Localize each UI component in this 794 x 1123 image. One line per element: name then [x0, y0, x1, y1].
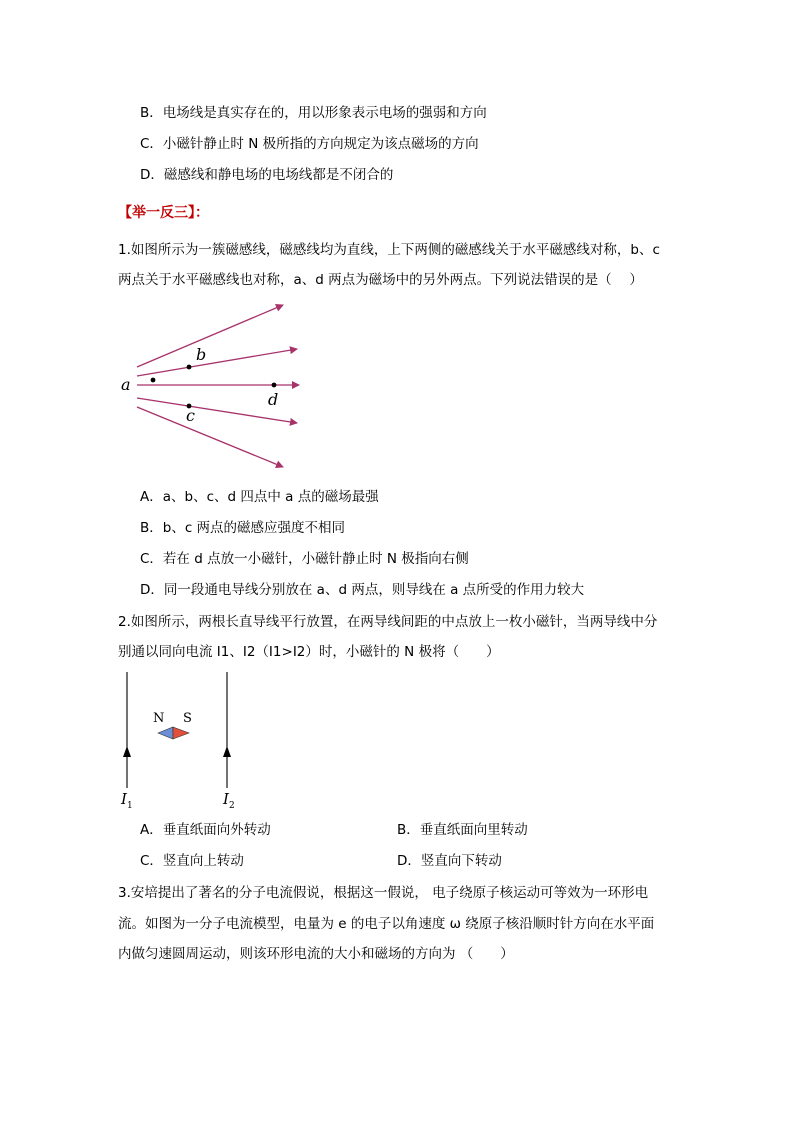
q2-option-c: C．竖直向上转动	[140, 853, 244, 869]
q1-option-b: B．b、c 两点的磁感应强度不相同	[140, 520, 346, 536]
label-i1: $I_1$	[121, 790, 133, 811]
label-n: N	[153, 711, 165, 726]
label-b: b	[196, 345, 207, 364]
q1-option-d: D．同一段通电导线分别放在 a、d 两点，则导线在 a 点所受的作用力较大	[140, 582, 585, 598]
point-d-dot	[272, 383, 277, 388]
needle-s-half	[173, 727, 189, 739]
label-s: S	[183, 711, 192, 726]
current-arrow-2	[223, 746, 231, 757]
section-title: 【举一反三】：	[118, 205, 209, 221]
q2-stem-line2: 别通以同向电流 I1、I2（I1>I2）时，小磁针的 N 极将（ ）	[118, 644, 500, 660]
point-a-dot	[151, 378, 156, 383]
q3-stem-line1: 3.安培提出了著名的分子电流假说，根据这一假说， 电子绕原子核运动可等效为一环形电	[118, 885, 649, 901]
q1-stem-line2: 两点关于水平磁感线也对称，a、d 两点为磁场中的另外两点。下列说法错误的是（ ）	[118, 272, 643, 288]
label-i2: $I_2$	[223, 790, 235, 811]
q2-parallel-wires-figure	[110, 668, 250, 818]
q2-option-a: A．垂直纸面向外转动	[140, 822, 271, 838]
q1-option-a: A．a、b、c、d 四点中 a 点的磁场最强	[140, 489, 379, 505]
field-line-1	[137, 305, 283, 367]
option-d-top: D．磁感线和静电场的电场线都是不闭合的	[140, 167, 394, 183]
q1-stem-line1: 1.如图所示为一簇磁感线，磁感线均为直线，上下两侧的磁感线关于水平磁感线对称，b、c	[118, 242, 660, 258]
q2-option-d: D．竖直向下转动	[397, 853, 502, 869]
label-a: a	[121, 375, 131, 394]
field-line-5	[137, 407, 283, 467]
q1-option-c: C．若在 d 点放一小磁针，小磁针静止时 N 极指向右侧	[140, 551, 469, 567]
label-d: d	[268, 390, 279, 409]
q3-stem-line3: 内做匀速圆周运动，则该环形电流的大小和磁场的方向为 （ ）	[118, 946, 514, 962]
q2-stem-line1: 2.如图所示，两根长直导线平行放置，在两导线间距的中点放上一枚小磁针，当两导线中分	[118, 614, 658, 630]
label-c: c	[186, 406, 195, 425]
q3-stem-line2: 流。如图为一分子电流模型，电量为 e 的电子以角速度 ω 绕原子核沿顺时针方向在水平面	[118, 916, 655, 932]
option-b-top: B．电场线是真实存在的，用以形象表示电场的强弱和方向	[140, 105, 487, 121]
point-b-dot	[187, 365, 192, 370]
field-line-2	[137, 349, 297, 376]
q2-option-b: B．垂直纸面向里转动	[397, 822, 528, 838]
current-arrow-1	[123, 746, 131, 757]
needle-n-half	[158, 727, 173, 739]
q1-magnetic-field-figure	[110, 295, 310, 475]
option-c-top: C．小磁针静止时 N 极所指的方向规定为该点磁场的方向	[140, 136, 479, 152]
